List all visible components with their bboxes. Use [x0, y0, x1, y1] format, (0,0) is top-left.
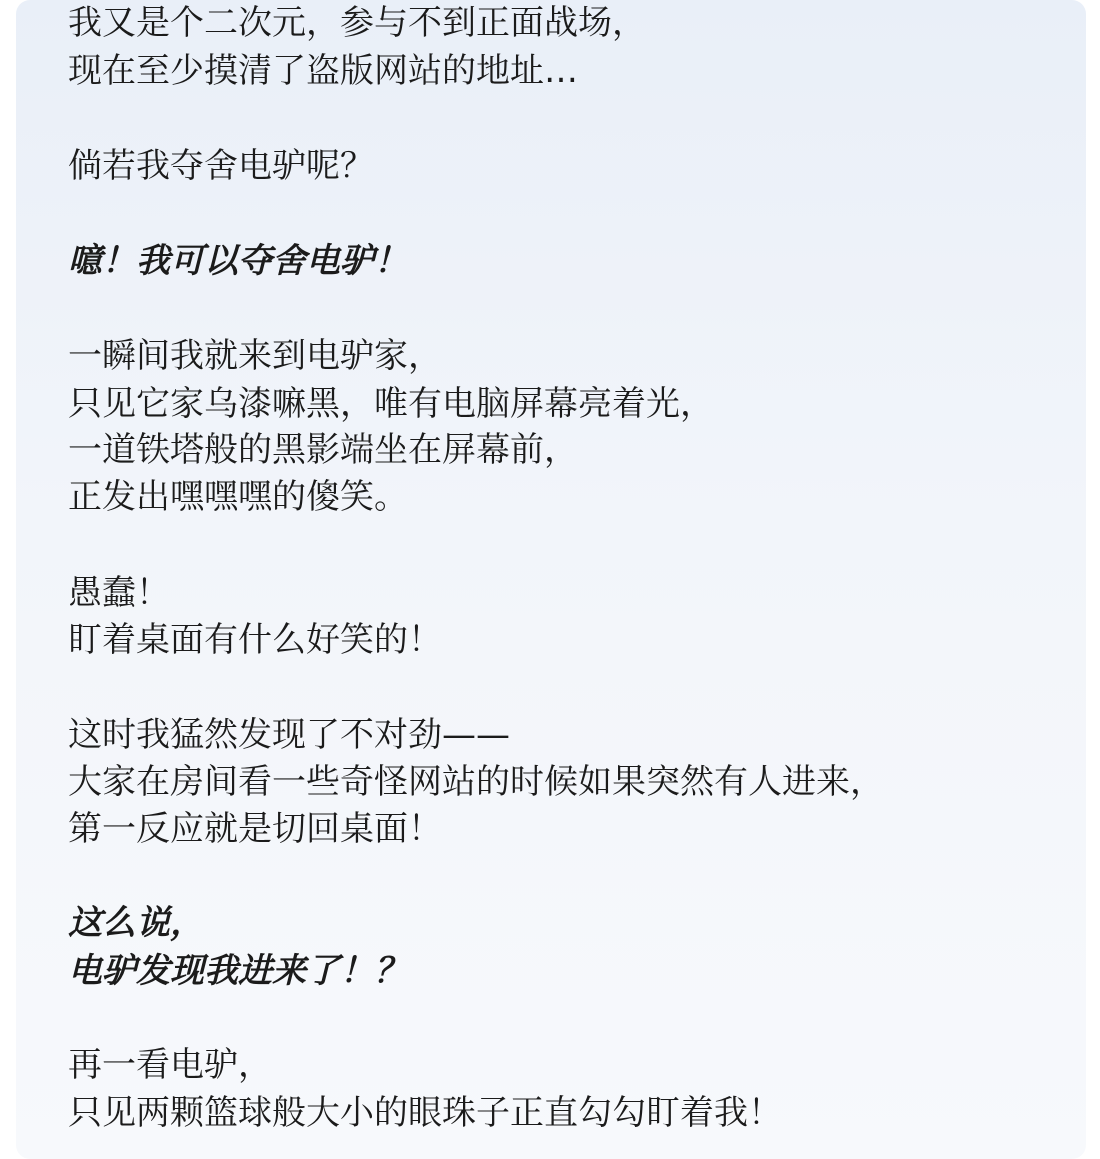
emphasis-line: 这么说，	[68, 903, 204, 943]
emphasis-line: 噫！我可以夺舍电驴！	[68, 241, 408, 281]
paragraph-line: 倘若我夺舍电驴呢？	[68, 146, 374, 186]
paragraph-line: 大家在房间看一些奇怪网站的时候如果突然有人进来，	[68, 762, 884, 802]
paragraph-line: 只见两颗篮球般大小的眼珠子正直勾勾盯着我！	[68, 1093, 782, 1133]
paragraph-line: 正发出嘿嘿嘿的傻笑。	[68, 477, 408, 517]
paragraph-line: 我又是个二次元，参与不到正面战场，	[68, 3, 646, 43]
paragraph-line: 第一反应就是切回桌面！	[68, 809, 442, 849]
paragraph-line: 只见它家乌漆嘛黑，唯有电脑屏幕亮着光，	[68, 384, 714, 424]
emphasis-line: 电驴发现我进来了！？	[68, 951, 408, 991]
paragraph-line: 愚蠢！	[68, 573, 170, 613]
paragraph-line: 盯着桌面有什么好笑的！	[68, 620, 442, 660]
paragraph-line: 现在至少摸清了盗版网站的地址…	[68, 51, 578, 91]
paragraph-line: 这时我猛然发现了不对劲——	[68, 715, 510, 755]
paragraph-line: 一瞬间我就来到电驴家，	[68, 336, 442, 376]
paragraph-line: 一道铁塔般的黑影端坐在屏幕前，	[68, 430, 578, 470]
paragraph-line: 再一看电驴，	[68, 1045, 272, 1085]
